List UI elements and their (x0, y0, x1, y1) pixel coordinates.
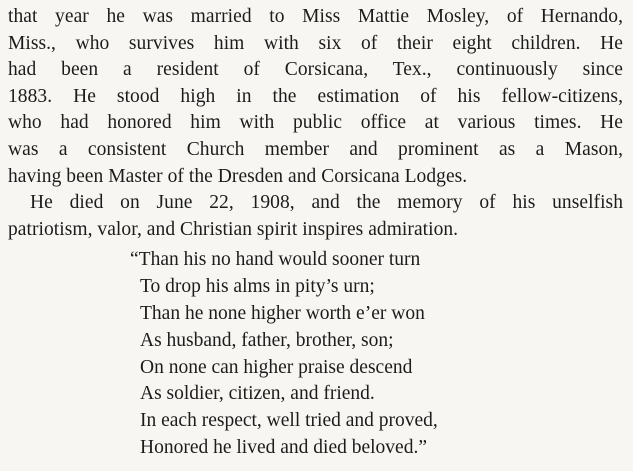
poem-line: “Than his no hand would sooner turn (130, 249, 421, 271)
paragraph-1 (8, 4, 623, 190)
paragraph-1-line: having been Master of the Dresden and Corsicana Lodges. (8, 165, 468, 187)
paragraph-1-line: 1883. He stood high in the estimation of his fellow-citizens, (8, 85, 623, 107)
poem-line: Honored he lived and died beloved.” (140, 436, 427, 458)
paragraph-1-line: Miss., who survives him with six of their eight children. He (8, 32, 623, 54)
poem-line: On none can higher praise descend (140, 356, 413, 378)
poem-line: In each respect, well tried and proved, (140, 410, 438, 432)
poem-line: As husband, father, brother, son; (140, 329, 394, 351)
paragraph-2-line: He died on June 22, 1908, and the memory of his unselfish (30, 192, 623, 214)
paragraph-2 (8, 190, 623, 243)
poem-line: Than he none higher worth e’er won (140, 302, 425, 324)
paragraph-1-line: was a consistent Church member and prominent as a Mason, (8, 138, 623, 160)
paragraph-1-line: had been a resident of Corsicana, Tex., continuously since (8, 59, 623, 81)
poem-block (130, 247, 623, 461)
paragraph-1-line: who had honored him with public office at various times. He (8, 112, 623, 134)
paragraph-1-line: that year he was married to Miss Mattie Mosley, of Hernando, (8, 6, 623, 27)
paragraph-2-line: patriotism, valor, and Christian spirit inspires admiration. (8, 218, 459, 240)
poem-line: As soldier, citizen, and friend. (140, 383, 375, 405)
poem-line: To drop his alms in pity’s urn; (140, 276, 375, 298)
